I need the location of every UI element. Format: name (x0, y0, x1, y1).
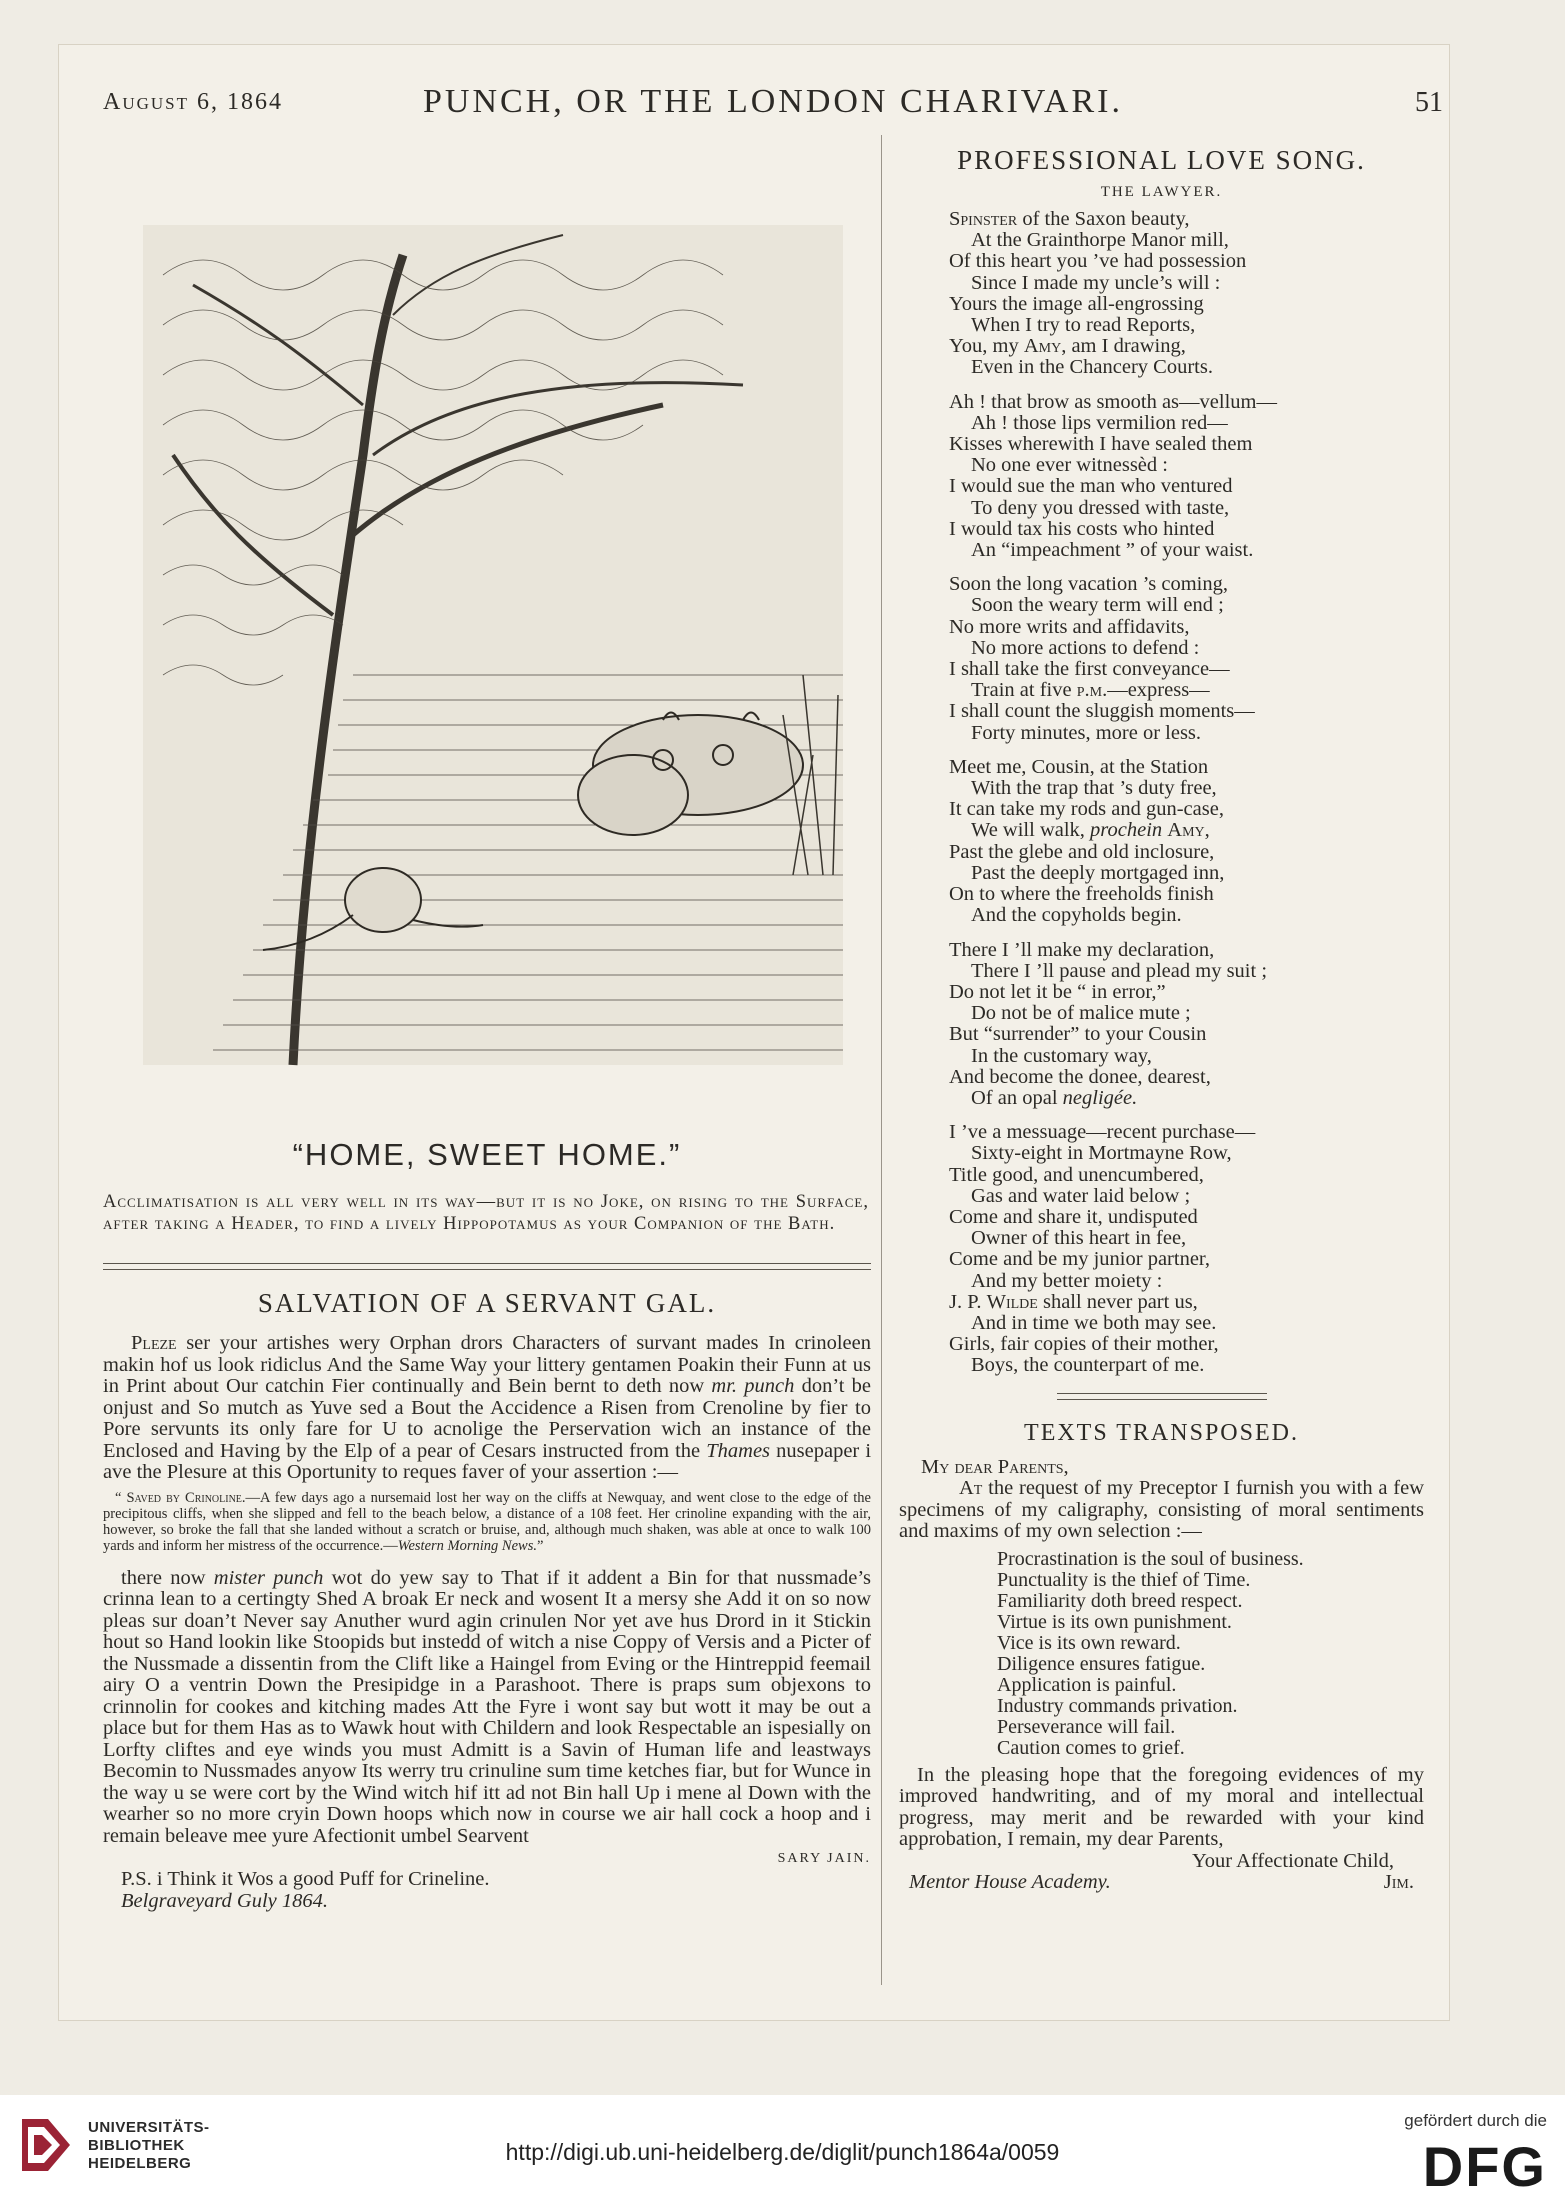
poem-line: Soon the long vacation ’s coming, (949, 573, 1228, 596)
stanza-3 (949, 574, 1424, 744)
poem-line: There I ’ll make my declaration, (949, 938, 1215, 961)
valediction: Your Affectionate Child, (1192, 1849, 1394, 1872)
poem-line: There I ’ll pause and plead my suit ; (971, 959, 1268, 982)
salvation-title: SALVATION OF A SERVANT GAL. (257, 1288, 717, 1318)
maxim: Diligence ensures fatigue. (997, 1652, 1206, 1675)
poem-line: Spinster (949, 208, 1018, 230)
dateline: Belgraveyard Guly 1864. (121, 1889, 329, 1912)
postscript: P.S. i Think it Wos a good Puff for Crineline. (121, 1868, 490, 1890)
newspaper-page (58, 44, 1450, 2021)
poem-line: And the copyholds begin. (971, 904, 1182, 927)
poem-line: Ah ! that brow as smooth as—vellum— (949, 390, 1277, 413)
maxim: Punctuality is the thief of Time. (997, 1568, 1251, 1591)
stanza-2 (949, 392, 1424, 562)
poem-line: In the customary way, (971, 1044, 1152, 1067)
maxim: Virtue is its own punishment. (997, 1610, 1232, 1633)
column-divider (881, 135, 882, 1985)
poem-line: negligée. (1062, 1086, 1138, 1109)
stanza-5 (949, 940, 1424, 1110)
poem-line (949, 209, 1424, 230)
poem-line: No more writs and affidavits, (949, 615, 1190, 638)
poem-line: On to where the freeholds finish (949, 883, 1214, 906)
poem-line: Meet me, Cousin, at the Station (949, 755, 1209, 778)
maxim: Procrastination is the soul of business. (997, 1547, 1304, 1570)
love-song-subtitle: THE LAWYER. (1100, 184, 1223, 200)
poem-line: Since I made my uncle’s will : (971, 271, 1221, 294)
poem-line: Girls, fair copies of their mother, (949, 1333, 1219, 1356)
poem-line: Title good, and unencumbered, (949, 1163, 1204, 1186)
poem-line: —express— (1107, 679, 1210, 702)
poem-line: No more actions to defend : (971, 636, 1200, 659)
dfg-logo: DFG (1422, 2135, 1547, 2198)
poem-line: prochein (1090, 819, 1163, 842)
poem-line (949, 1292, 1424, 1313)
poem-line: No one ever witnessèd : (971, 454, 1168, 477)
cartoon-caption: Acclimatisation is all very well in its way—but it is no Joke, on rising to the Surface, after taking a Header, to find a lively Hippopotamus as your Companion of the Bath. (103, 1192, 869, 1234)
poem-line: You, my (949, 335, 1019, 358)
poem-line: Boys, the counterpart of me. (971, 1354, 1205, 1377)
poem-line: To deny you dressed with taste, (971, 496, 1230, 519)
left-column (103, 155, 872, 1912)
poem-line: When I try to read Reports, (971, 314, 1196, 337)
maxim: Industry commands privation. (997, 1694, 1238, 1717)
poem-line: I would tax his costs who hinted (949, 517, 1215, 540)
salvation-paragraph-2: there now mister punch wot do yew say to That if it addent a Bin for that nussmade’s crinna lean to a certingty Shed A broak Er neck and wosent It a mersy she Add it on so now pleas sur doan’t Never say Anuther wurd agin crinulen Nor yet ave hus Drord in it Stickin hout so Hand lookin like Stoopids but instedd of witch a nise Coppy of Versis and a Picter of the Nussmade a dissentin from the Clift like a Haingel from Eving or the Hintreppid feemail airy O a ventrin Down the Presipidge in a Parashoot. There is praps sum objexons to crinnolin for cookes and kitching mades Att the Fyre i wont say but wott it may be out a place but for them Has as to Wawk hout with Childern and look Respectable an ispesially on Lorfty cliftes and eye winds you must Admitt is a Savin of Human life and leastways Becomin to Nussmades anyow Its werry tru crinuline sum time ketches fiar, but for Wunce in the way u se were cort by the Wind witch hif itt ad not Bin hall Up i mene al Down with the wearher so no more cryin Down hoops which now in course we air hall cock a hoop and i remain beleave mee yure Afectionit umbel Searvent (103, 1566, 872, 1847)
texts-title: TEXTS TRANSPOSED. (1024, 1419, 1299, 1446)
right-column (899, 145, 1424, 1896)
poem-line: Of an opal (971, 1086, 1058, 1109)
poem-line: An “impeachment ” of your waist. (971, 539, 1254, 562)
poem-line: And my better moiety : (971, 1269, 1163, 1292)
poem-line: Soon the weary term will end ; (971, 594, 1224, 617)
poem-line: Train at five (971, 679, 1072, 702)
poem-line: Amy, (1023, 335, 1067, 358)
poem-line: But “surrender” to your Cousin (949, 1023, 1207, 1046)
cartoon-illustration (103, 155, 871, 1234)
poem-line: shall never part us, (1042, 1290, 1198, 1313)
maxim: Perseverance will fail. (997, 1715, 1176, 1738)
poem-line: J. P. (949, 1290, 982, 1313)
stanza-4 (949, 757, 1424, 927)
poem-line: At the Grainthorpe Manor mill, (971, 229, 1229, 252)
library-name: UNIVERSITÄTS- BIBLIOTHEK HEIDELBERG (88, 2119, 210, 2172)
poem-line: Past the glebe and old inclosure, (949, 840, 1215, 863)
salutation: My dear Parents, (921, 1455, 1069, 1478)
maxim: Application is painful. (997, 1673, 1177, 1696)
maxims-list (899, 1549, 1424, 1759)
maxim: Vice is its own reward. (997, 1631, 1181, 1654)
source-url[interactable]: http://digi.ub.uni-heidelberg.de/diglit/punch1864a/0059 (505, 2139, 1060, 2165)
academy-name: Mentor House Academy. (909, 1871, 1111, 1894)
poem-line: And in time we both may see. (971, 1311, 1217, 1334)
publication-title: PUNCH, OR THE LONDON CHARIVARI. (422, 83, 1123, 120)
poem-line: I shall count the sluggish moments— (949, 700, 1255, 723)
poem-line: Amy, (1167, 819, 1210, 842)
texts-intro: At the request of my Preceptor I furnish you with a few specimens of my caligraphy, consisting of moral sentiments and maxims of my own selection :— (899, 1477, 1425, 1543)
maxim: Familiarity doth breed respect. (997, 1589, 1243, 1612)
footer-bar (0, 2095, 1565, 2207)
maxim: Caution comes to grief. (997, 1736, 1185, 1759)
poem-line: Past the deeply mortgaged inn, (971, 861, 1225, 884)
poem-line: Wilde (986, 1290, 1038, 1313)
section-rule (103, 1263, 871, 1270)
signature-jim: Jim. (1383, 1871, 1414, 1894)
engraving-image (103, 155, 871, 1085)
poem-line: p.m. (1076, 679, 1108, 702)
poem-line: It can take my rods and gun-case, (949, 798, 1224, 821)
page-header (103, 79, 1443, 135)
poem-line: Forty minutes, more or less. (971, 721, 1202, 744)
poem-line: And become the donee, dearest, (949, 1065, 1211, 1088)
poem-line (949, 1088, 1424, 1109)
poem-line: Ah ! those lips vermilion red— (971, 411, 1228, 434)
poem-line: Even in the Chancery Courts. (971, 356, 1213, 379)
poem-line: With the trap that ’s duty free, (971, 777, 1217, 800)
poem-line: Of this heart you ’ve had possession (949, 250, 1247, 273)
sign-off-row (899, 1872, 1424, 1896)
poem-line: Come and share it, undisputed (949, 1205, 1198, 1228)
section-rule (1057, 1393, 1267, 1400)
poem-line: Owner of this heart in fee, (971, 1227, 1187, 1250)
poem-line: am I drawing, (1071, 335, 1186, 358)
love-song-poem (899, 209, 1424, 1377)
poem-line: Do not be of malice mute ; (971, 1002, 1191, 1025)
poem-line: Do not let it be “ in error,” (949, 980, 1166, 1003)
poem-line: I would sue the man who ventured (949, 475, 1233, 498)
poem-line: Kisses wherewith I have sealed them (949, 433, 1253, 456)
love-song-title: PROFESSIONAL LOVE SONG. (957, 145, 1366, 175)
funding-label: gefördert durch die (1404, 2111, 1547, 2130)
stanza-1 (949, 209, 1424, 379)
poem-line: I shall take the first conveyance— (949, 658, 1230, 681)
signature-sary-jain: SARY JAIN. (777, 1851, 871, 1866)
salvation-paragraph-1: Pleze ser your artishes wery Orphan drors Characters of survant mades In crinoleen makin hof us look ridiclus And the Same Way your littery gentamen Poakin their Funn at us in Print about Our catchin Fier continually and Bein bernt to deth now mr. punch don’t be onjust and So mutch as Yuve sed a Bout the Accidence a Risen from Crenoline by fier to Pore servunts its only fare for U to acnolige the Perservation wich an instance of the Enclosed and Having by the Elp of a pear of Cesars instructed from the Thames nusepaper i ave the Plesure at this Oportunity to reques faver of your assertion :— (103, 1332, 872, 1483)
texts-closing: In the pleasing hope that the foregoing evidences of my improved handwriting, and of my moral and intellectual progress, may merit and be rewarded with your kind approbation, I remain, my dear Parents, (899, 1763, 1424, 1851)
poem-line (949, 336, 1424, 357)
stanza-6 (949, 1122, 1424, 1376)
poem-line: Come and be my junior partner, (949, 1248, 1211, 1271)
poem-line: Sixty-eight in Mortmayne Row, (971, 1142, 1232, 1165)
poem-line: I ’ve a messuage—recent purchase— (949, 1121, 1256, 1144)
poem-line (949, 820, 1424, 841)
cartoon-title: “HOME, SWEET HOME.” (292, 1137, 682, 1172)
poem-line: Yours the image all-engrossing (949, 292, 1204, 315)
poem-line: Gas and water laid below ; (971, 1184, 1191, 1207)
poem-line (949, 680, 1424, 701)
issue-date: August 6, 1864 (103, 89, 284, 115)
poem-line: of the Saxon beauty, (1022, 208, 1190, 230)
poem-line: We will walk, (971, 819, 1085, 842)
newspaper-quote: “ Saved by Crinoline.—A few days ago a nursemaid lost her way on the cliffs at Newquay, and went close to the edge of the precipitous cliffs, when she slipped and fell to the beach below, a distance of a 108 feet. Her crinoline expanding with the air, however, so broke the fall that she landed without a scratch or bruise, and, although much shaken, was able at once to walk 100 yards and inform her mistress of the occurrence.—Western Morning News.” (103, 1489, 871, 1554)
page-number: 51 (1415, 87, 1443, 118)
